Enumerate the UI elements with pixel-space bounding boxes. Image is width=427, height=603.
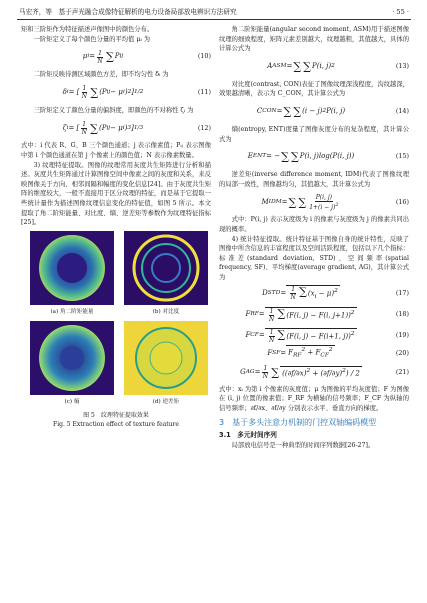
- right-para-2: 对比度(contrast, CON)表征了图像纹理深浅程度，沟纹越深，效果越清晰，表示为 C_CON，其计算公式为: [219, 80, 409, 98]
- equation-number: (17): [395, 288, 409, 297]
- right-para-7: 式中：xᵢ 为第 i 个像素的灰度值；μ 为图像的平均灰度值；F 为图像在 (i, j) 位置的像素值；F_RF 为横轴的信号频率；F_CF 为纵轴的信号频率；∂f/∂x、∂f/∂y 分别表示水平、垂直方向的梯度。: [219, 385, 409, 412]
- equation-number: (18): [395, 309, 409, 318]
- equation-number: (20): [395, 348, 409, 357]
- right-para-4: 逆差矩(inverse difference moment, IDM)代表了图像纹理的局部一致性，图像越均匀，其值越大，其计算公式为: [219, 171, 409, 188]
- header-title: 马宏齐，等 基于声光融合成像特征解析的电力设备局部放电辨识方法研究: [19, 8, 237, 16]
- equation-21: G AG = $\frac{1}{N}$ ∑ $((\partial f/\partial x)^2 + (\partial f/\partial y)^2) / 2$ (21): [219, 362, 409, 384]
- equation-12: ζ i = [ $\frac{1}{N}$ ∑ (P ij − μ i ) 3 ] 1/3 (12): [21, 116, 211, 140]
- figure-caption-en: Fig. 5 Extraction effect of texture feature: [53, 420, 179, 428]
- equation-19: F CF = $\frac{1}{N}$ ∑(F(i, j) − F(i+1, j))$^2$ (19): [219, 326, 409, 346]
- equation-number: (16): [395, 197, 409, 206]
- right-para-5: 式中：P(i, j) 表示灰度级为 i 的像素与灰度级为 j 的像素共同出现的概率。: [219, 216, 409, 233]
- equation-number: (11): [197, 87, 211, 96]
- left-para-5: 式中：i 代表 R、G、B 三个颜色通道；j 表示像素值；Pᵢⱼ 表示图像中第 i 个颜色通道在第 j 个像素上的颜色值；N 表示像素数量。: [21, 142, 211, 159]
- left-column: [21, 25, 211, 441]
- equation-number: (15): [395, 152, 409, 161]
- caption-c: (c) 熵: [64, 398, 80, 405]
- equation-number: (21): [395, 367, 409, 376]
- equation-number: (19): [395, 330, 409, 339]
- contrast-map: [124, 231, 208, 305]
- equation-13: A ASM = ∑ ∑ P(i, j) 2 (13): [219, 55, 409, 79]
- figure-caption-cn: 图 5 纹理特征提取效果: [83, 411, 149, 419]
- figure-5: [21, 231, 211, 441]
- equation-number: (13): [395, 61, 409, 70]
- equation-10: μ i = $\frac{1}{N}$ ∑ P ij (10): [21, 45, 211, 69]
- left-para-4: 三阶矩定义了颜色分量的偏斜度，即颜色的不对称性 ζᵢ 为: [33, 106, 194, 114]
- running-header: [17, 7, 411, 20]
- equation-20: F SF = $F_{RF}^2 + F_{CF}^2$ (20): [219, 347, 409, 361]
- right-para-6: 4) 统计特征提取。统计特征基于图像自身的统计特性，反映了图像中所含信息的丰富程度以及空间活跃程度，包括以下几个指标：标准差(standard deviation, STD)、空间频率(spatial frequency, SF)、平均梯度(average gradient, AG)，其计算公式为: [219, 235, 409, 281]
- equation-number: (12): [197, 123, 211, 132]
- left-para-3: 二阶矩反映待测区域颜色方差，即不均匀性 δᵢ 为: [33, 71, 169, 79]
- caption-b: (b) 对比度: [152, 308, 180, 315]
- left-para-1: 矩和三阶矩作为特征描述声像图中的颜色分布。: [21, 26, 154, 33]
- equation-18: F RF = $\frac{1}{N}$ ∑(F(i, j) − F(i, j+1))$^2$ (18): [219, 305, 409, 325]
- right-column: [219, 25, 409, 451]
- idm-map: [124, 321, 208, 395]
- equation-16: M IDM = ∑ ∑ $\frac{P(i, j)}{1+(i - j)^2}$ (16): [219, 190, 409, 214]
- section-3-1-heading: 3.1 多元时间序列: [219, 431, 277, 440]
- caption-a: (a) 角二阶矩能量: [50, 308, 94, 315]
- left-para-2: 一阶矩定义了每个颜色分量的平均值 μᵢ 为: [33, 35, 151, 43]
- entropy-map: [30, 321, 114, 395]
- left-para-6: 3) 纹理特征提取。图像的纹理常用灰度共生矩阵进行分析和描述。灰度共生矩阵通过计算图像空间中像素之间的灰度和关系，来反映图像关于方向、相邻间隔和幅度的变化信息[24]。由于灰度共生矩阵的维度较大，一般不直接用于区分纹理的特征，而是基于它提取一些统计量作为描述图像纹理信息变化的特征值，如图 5 所示。本文提取了角二阶矩能量、对比度、熵、逆差矩等参数作为纹理特征指标[25]。: [21, 161, 211, 227]
- equation-17: D STD = $\frac{1}{N}$ $\sum(x_i - \mu)^2$ (17): [219, 284, 409, 304]
- asm-energy-map: [30, 231, 114, 305]
- equation-number: (10): [197, 52, 211, 61]
- equation-11: δ i = [ $\frac{1}{N}$ ∑ (P ij − μ i ) 2 ] 1/2 (11): [21, 81, 211, 105]
- section-3-heading: 3 基于多头注意力机制的门控双轴编码模型: [219, 418, 377, 428]
- equation-number: (14): [395, 107, 409, 116]
- equation-15: E ENT = − ∑ ∑ P(i, j)log(P(i, j)) (15): [219, 145, 409, 169]
- right-para-3: 熵(entropy, ENT)度量了图像灰度分布的复杂程度，其计算公式为: [219, 125, 409, 143]
- page-number: · 55 ·: [392, 8, 409, 16]
- caption-d: (d) 逆差矩: [152, 398, 180, 405]
- equation-14: C CON = ∑ ∑ (i − j) 2 P(i, j) (14): [219, 100, 409, 124]
- right-para-1: 角二阶矩能量(angular second moment, ASM)用于描述图像纹理的细致程度，矩阵元素差别越大，纹理越粗，其值越大，具体的计算公式为: [219, 26, 409, 53]
- right-para-8: 局部放电信号是一种典型的时间序列数据[26-27]。: [231, 442, 375, 450]
